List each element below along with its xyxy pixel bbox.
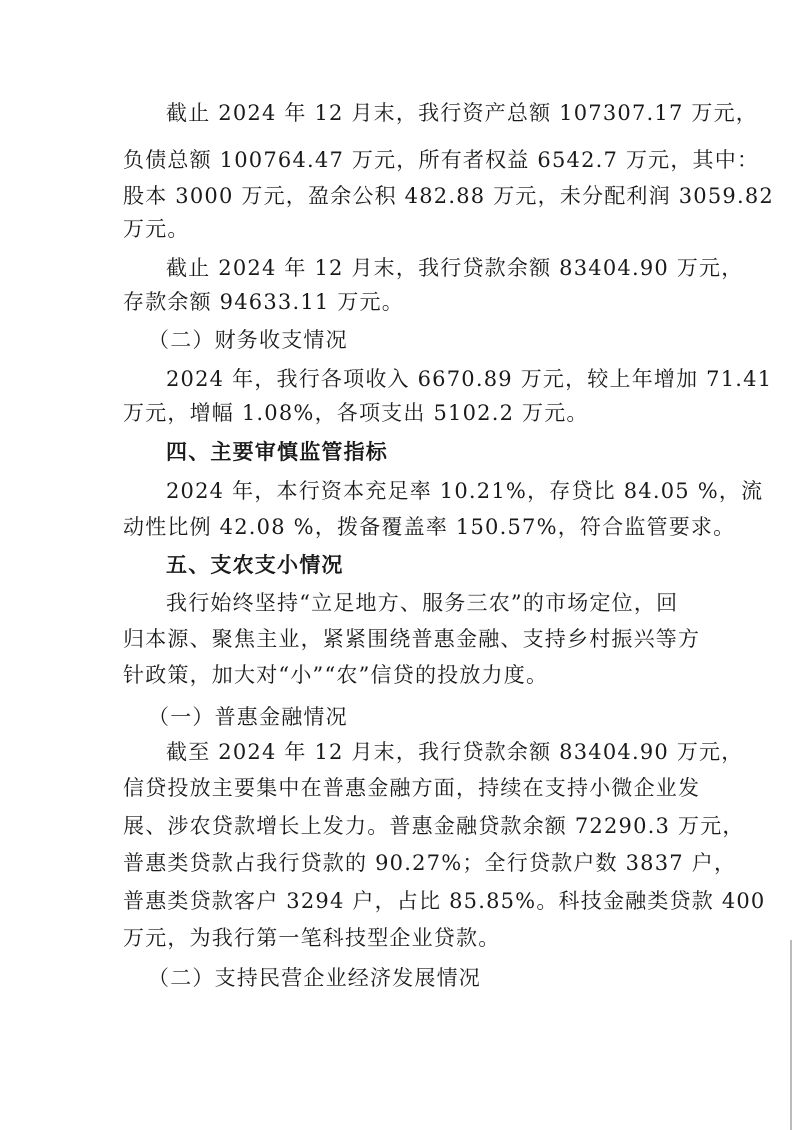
paragraph-inclusive-line-4: 普惠类贷款占我行贷款的 90.27%；全行贷款户数 3837 户， — [123, 851, 737, 875]
paragraph-indicators-line-1: 2024 年，本行资本充足率 10.21%，存贷比 84.05 %，流 — [166, 479, 764, 503]
paragraph-assets-line-4: 万元。 — [123, 217, 190, 241]
paragraph-indicators-line-2: 动性比例 42.08 %，拨备覆盖率 150.57%，符合监管要求。 — [123, 515, 736, 539]
paragraph-income-line-2: 万元，增幅 1.08%，各项支出 5102.2 万元。 — [123, 401, 589, 425]
paragraph-assets-line-3: 股本 3000 万元，盈余公积 482.88 万元，未分配利润 3059.82 — [123, 184, 774, 208]
paragraph-agri-line-2: 归本源、聚焦主业，紧紧围绕普惠金融、支持乡村振兴等方 — [123, 627, 701, 651]
paragraph-income-line-1: 2024 年，我行各项收入 6670.89 万元，较上年增加 71.41 — [166, 367, 773, 391]
paragraph-inclusive-line-3: 展、涉农贷款增长上发力。普惠金融贷款余额 72290.3 万元， — [123, 814, 745, 838]
heading-financial-income: （二）财务收支情况 — [148, 328, 348, 352]
paragraph-agri-line-1: 我行始终坚持“立足地方、服务三农”的市场定位，回 — [166, 591, 679, 615]
paragraph-inclusive-line-5: 普惠类贷款客户 3294 户，占比 85.85%。科技金融类贷款 400 — [123, 889, 766, 913]
scan-edge-mark — [790, 940, 792, 1130]
heading-agri-small: 五、支农支小情况 — [166, 553, 344, 577]
paragraph-inclusive-line-2: 信贷投放主要集中在普惠金融方面，持续在支持小微企业发 — [123, 776, 701, 800]
heading-private-enterprise: （二）支持民营企业经济发展情况 — [148, 966, 481, 990]
paragraph-inclusive-line-6: 万元，为我行第一笔科技型企业贷款。 — [123, 926, 501, 950]
paragraph-inclusive-line-1: 截至 2024 年 12 月末，我行贷款余额 83404.90 万元， — [166, 740, 744, 764]
paragraph-assets-line-2: 负债总额 100764.47 万元，所有者权益 6542.7 万元，其中： — [123, 148, 760, 172]
heading-inclusive-finance: （一）普惠金融情况 — [148, 705, 348, 729]
heading-prudential-indicators: 四、主要审慎监管指标 — [166, 440, 388, 464]
paragraph-assets-line-1: 截止 2024 年 12 月末，我行资产总额 107307.17 万元， — [166, 101, 758, 125]
paragraph-agri-line-3: 针政策，加大对“小”“农”信贷的投放力度。 — [123, 663, 549, 687]
paragraph-loans-line-1: 截止 2024 年 12 月末，我行贷款余额 83404.90 万元， — [166, 256, 744, 280]
paragraph-loans-line-2: 存款余额 94633.11 万元。 — [123, 290, 404, 314]
